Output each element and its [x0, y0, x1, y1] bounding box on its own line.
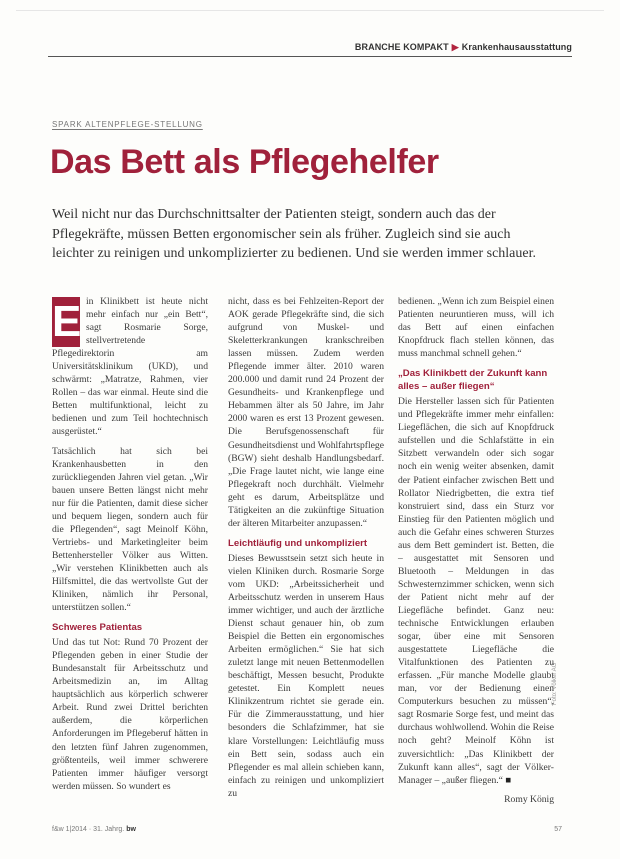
- paragraph: [398, 395, 554, 786]
- photo-credit: Foto: Völker AG: [552, 662, 558, 705]
- footer-issue: f&w 1|2014 · 31. Jahrg.: [52, 826, 125, 833]
- article-lead: Weil nicht nur das Durchschnittsalter der Patienten steigt, sondern auch das der Pflegekräfte, müssen Betten ergonomischer sein als früher. Zugleich sind sie auch leichter zu reinigen und unkomplizierter zu bedienen. Und sie werden immer schlauer.: [52, 207, 536, 261]
- paragraph: bedienen. „Wenn ich zum Beispiel einen Patienten neuruntieren muss, will ich das Bett auf einen einfachen Knopfdruck flach stellen können, das muss manchmal schnell gehen.“: [398, 296, 554, 360]
- chevron-right-icon: ▶: [451, 42, 459, 52]
- paragraph: Dieses Bewusstsein setzt sich heute in vielen Kliniken durch. Rosmarie Sorge vom UKD: „Arbeitssicherheit und Arbeitsschutz werden in unserem Haus immer wichtiger, und auch der ärztliche Dienst schaut genauer hin, ob zum Beispiel die Betten ein ergonomisches Arbeiten ermöglichen.“ Sie hat sich zuletzt lange mit neuen Bettenmodellen beschäftigt, Messen besucht, Produkte getestet. Ein Komplett neues Klinikzentrum richtet sie gerade ein. Für die Zimmerausstattung, und hier besonders die Schlafzimmer, hat sie klare Vorstellungen: Leichtläufig muss ein Bett sein, sodass auch ein Pflegender es mal allein schieben kann, einfach zu reinigen und unkompliziert zu: [228, 552, 384, 799]
- author: Romy König: [504, 793, 554, 805]
- subheading: Leichtläufig und unkompliziert: [228, 537, 368, 549]
- paragraph-text: Die Hersteller lassen sich für Patienten und Pflegekräfte immer mehr einfallen: Liegeflächen, die sich auf Knopfdruck aufstellen und die Schlafstätte in ein Sitzbett verwandeln oder sich sogar noch ein wenig weiter absenken, damit der Patient einfacher zwischen Bett und Rollator Niedrigbetten, die extra tief konstruiert sind, dass ein Sturz vor Einstieg für den Patienten möglich und auch die Gefahr eines schweren Sturzes aus dem Bett gemindert ist. Betten, die – ausgestattet mit Sensoren und Bluetooth – Meldungen in das Schwesternzimmer schicken, wenn sich der Patient nicht mehr auf der Liegefläche befindet. Ganz neu: technische Entwicklungen erlauben sogar, über eine mit Sensoren ausgestattete Liegefläche die Vitalfunktionen des Patienten zu erfassen. „Für manche Modelle glaubt man, vor der Bedienung einen Computerkurs besuchen zu müssen“, sagt Rosmarie Sorge fest, und meint das durchaus wohlwollend. Wohin die Reise noch geht? Meinolf Köhn ist zuversichtlich: „Das Klinikbett der Zukunft kann alles“, sagt der Völker-Manager – „außer fliegen.“: [398, 396, 554, 786]
- footer-brand: bw: [126, 826, 136, 833]
- subheading: Schweres Patientas: [52, 622, 143, 634]
- kicker: SPARK ALTENPFLEGE-STELLUNG: [52, 120, 203, 129]
- paragraph-text: in Klinikbett ist heute nicht mehr einfach nur „ein Bett“, sagt Rosmarie Sorge, stellvertretende Pflegedirektorin am Universitätsklinikum (UKD), und schwärmt: „Matratze, Rahmen, vier Rollen – das war einmal. Heute sind die Betten multifunktional, leicht zu bedienen und zum Teil hochtechnisch ausgerüstet.“: [52, 296, 208, 438]
- paragraph: [52, 295, 208, 439]
- top-rule: [16, 10, 604, 11]
- drop-cap: E: [52, 297, 82, 346]
- paragraph: nicht, dass es bei Fehlzeiten-Report der AOK gerade Pflegekräfte sind, die sich aufgrund von Muskel- und Skeletterkrankungen krankschreiben lassen müssen. Zudem werden Pflegende immer älter. 2010 waren 200.000 und damit rund 24 Prozent der Gesundheits- und Krankenpflege und Hebammen älter als 50 Jahre, im Jahr 2000 waren es erst 13 Prozent gewesen. Die Berufsgenossenschaft für Gesundheitsdienst und Wohlfahrtspflege (BGW) sieht deshalb Handlungsbedarf. „Die Frage lautet nicht, wie lange eine Pflegekraft noch durchhält. Vielmehr geht es darum, Arbeitsplätze und Tätigkeiten an die zukünftige Situation der älteren Mitarbeiter anzupassen.“: [228, 296, 384, 529]
- topic-label: Krankenhausausstattung: [461, 42, 572, 52]
- paragraph: Und das tut Not: Rund 70 Prozent der Pflegenden geben in einer Studie der Bundesanstalt für Arbeitsschutz und Arbeitsmedizin an, im Alltag hauptsächlich aus körperlich schwerer Arbeit. Rund zwei Drittel berichten außerdem, die körperlichen Anforderungen im Pflegeberuf hätten in den letzten fünf Jahren zugenommen, größtenteils, weil immer schwerere Patienten immer häufiger versorgt werden müssen. So wundert es: [52, 637, 208, 792]
- column-3: [398, 295, 554, 812]
- column-1: [52, 295, 208, 799]
- article-title: Das Bett als Pflegehelfer: [50, 143, 439, 181]
- header-rule: [48, 56, 572, 57]
- end-mark-icon: ■: [505, 774, 512, 786]
- section-label: BRANCHE KOMPAKT: [354, 42, 449, 52]
- page-number: 57: [554, 826, 562, 833]
- footer-left: [52, 826, 136, 833]
- subheading: „Das Klinikbett der Zukunft kann alles – außer fliegen“: [398, 368, 548, 393]
- paragraph: Tatsächlich hat sich bei Krankenhausbetten in den zurückliegenden Jahren viel getan. „Wir bauen unsere Betten längst nicht mehr nur für die Patienten, damit diese sicher und bequem liegen, sondern auch für die Pflegenden“, sagt Meinolf Köhn, Vertriebs- und Marketingleiter beim Bettenhersteller Völker aus Witten. „Wir verstehen Klinikbetten auch als Hilfsmittel, die das wertvollste Gut der Kliniken, nämlich ihr Personal, unterstützen sollen.“: [52, 445, 208, 614]
- column-2: [228, 295, 384, 806]
- section-header: [355, 42, 572, 53]
